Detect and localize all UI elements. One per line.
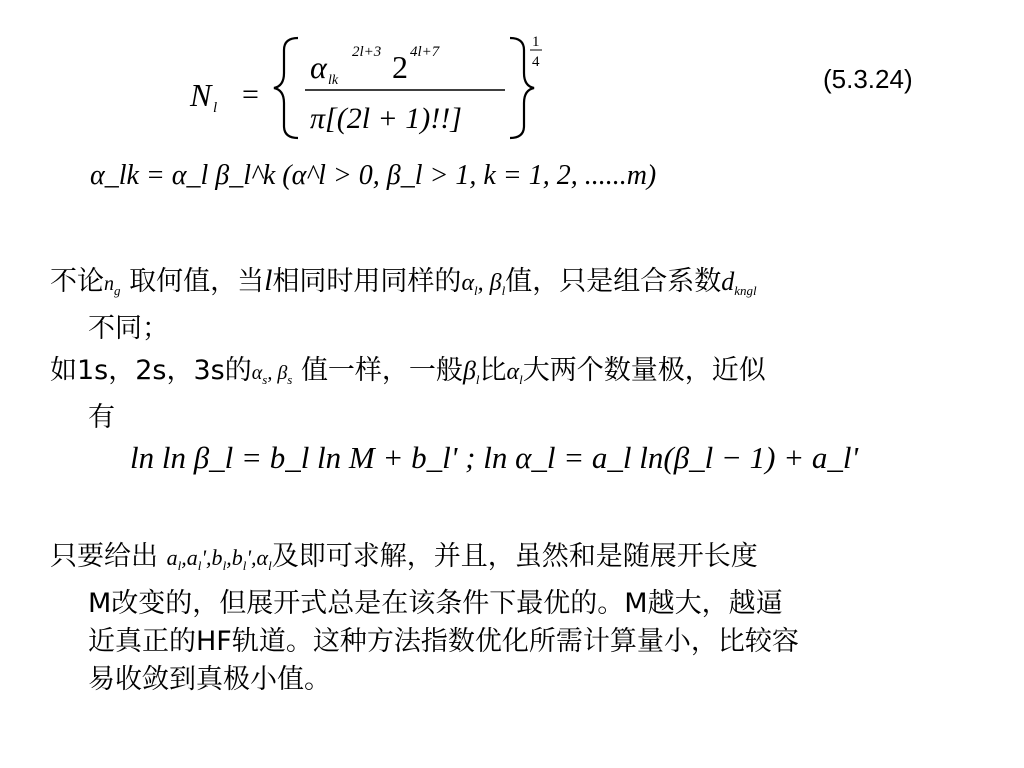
paragraph-1 [50, 262, 990, 348]
right-brace [510, 38, 534, 138]
math-l: l [264, 264, 273, 297]
math-alpha-l: $\alpha_l$ [506, 359, 523, 387]
eq1-num-alpha: α [310, 49, 327, 85]
para3-line4: 易收敛到真极小值。 [88, 664, 331, 695]
para1-text-c: 相同时用同样的 [272, 266, 462, 297]
math-params: $a_l,a_l',b_l,b_l',\alpha_l$ [166, 545, 272, 573]
para1-line1 [50, 262, 990, 310]
para1-text-d: 值，只是组合系数 [505, 266, 722, 297]
eq1-denominator: π[(2l + 1)!!] [310, 102, 462, 135]
eq1-num-sub: lk [328, 73, 339, 88]
para2-line2: 有 [88, 402, 115, 433]
equation-2 [90, 160, 656, 192]
equation-3 [130, 440, 858, 476]
para3-line1 [50, 538, 1000, 585]
eq1-outer-exp-den: 4 [532, 54, 540, 70]
equation-1 [0, 0, 1024, 150]
para1-text-b: 取何值，当 [129, 266, 265, 297]
eq1-num-exp1: 2l+3 [352, 44, 382, 60]
eq3-text: ln ln β_l = b_l ln M + b_l' ; ln α_l = a_l ln(β_l − 1) + a_l' [130, 440, 859, 475]
eq1-lhs-sub: l [213, 100, 218, 116]
eq1-outer-exp-num: 1 [532, 34, 540, 50]
eq1-num-two: 2 [392, 49, 408, 85]
para2-text-a: 如1s，2s，3s的 [50, 355, 252, 386]
para2-text-d: 大两个数量极，近似 [522, 355, 766, 386]
eq1-num-exp2: 4l+7 [410, 44, 440, 60]
math-n-g: $n_g$ [104, 273, 121, 298]
math-d-kngl: $d_{kngl}$ [721, 267, 757, 298]
math-beta-l: $\beta_l$ [462, 356, 480, 387]
math-alpha-beta: $\alpha_l$, $\beta_l$ [461, 270, 506, 298]
eq2-text: α_lk = α_l β_l^k (α^l > 0, β_l > 1, k = 1, 2, ......m) [90, 160, 657, 191]
para2-line1 [50, 352, 990, 399]
equation-number: (5.3.24) [823, 64, 913, 94]
equation-1-svg [170, 28, 570, 143]
paragraph-2 [50, 352, 990, 437]
eq1-equals: = [242, 78, 259, 111]
para3-line3: 近真正的HF轨道。这种方法指数优化所需计算量小，比较容 [88, 626, 799, 657]
para3-text-b: 及即可求解，并且，虽然和是随展开长度 [271, 541, 758, 572]
para3-line2: M改变的，但展开式总是在该条件下最优的。M越大，越逼 [88, 588, 783, 619]
para2-text-b: 值一样，一般 [300, 355, 463, 386]
math-alpha-s-beta-s: $\alpha_s$, $\beta_s$ [251, 362, 293, 387]
para1-line2: 不同； [88, 313, 169, 344]
paragraph-3 [50, 538, 1000, 699]
para3-text-a: 只要给出 [50, 541, 158, 572]
para2-text-c: 比 [479, 355, 507, 386]
eq1-lhs: N [190, 77, 212, 113]
left-brace [274, 38, 298, 138]
para1-text-a: 不论 [50, 266, 104, 297]
